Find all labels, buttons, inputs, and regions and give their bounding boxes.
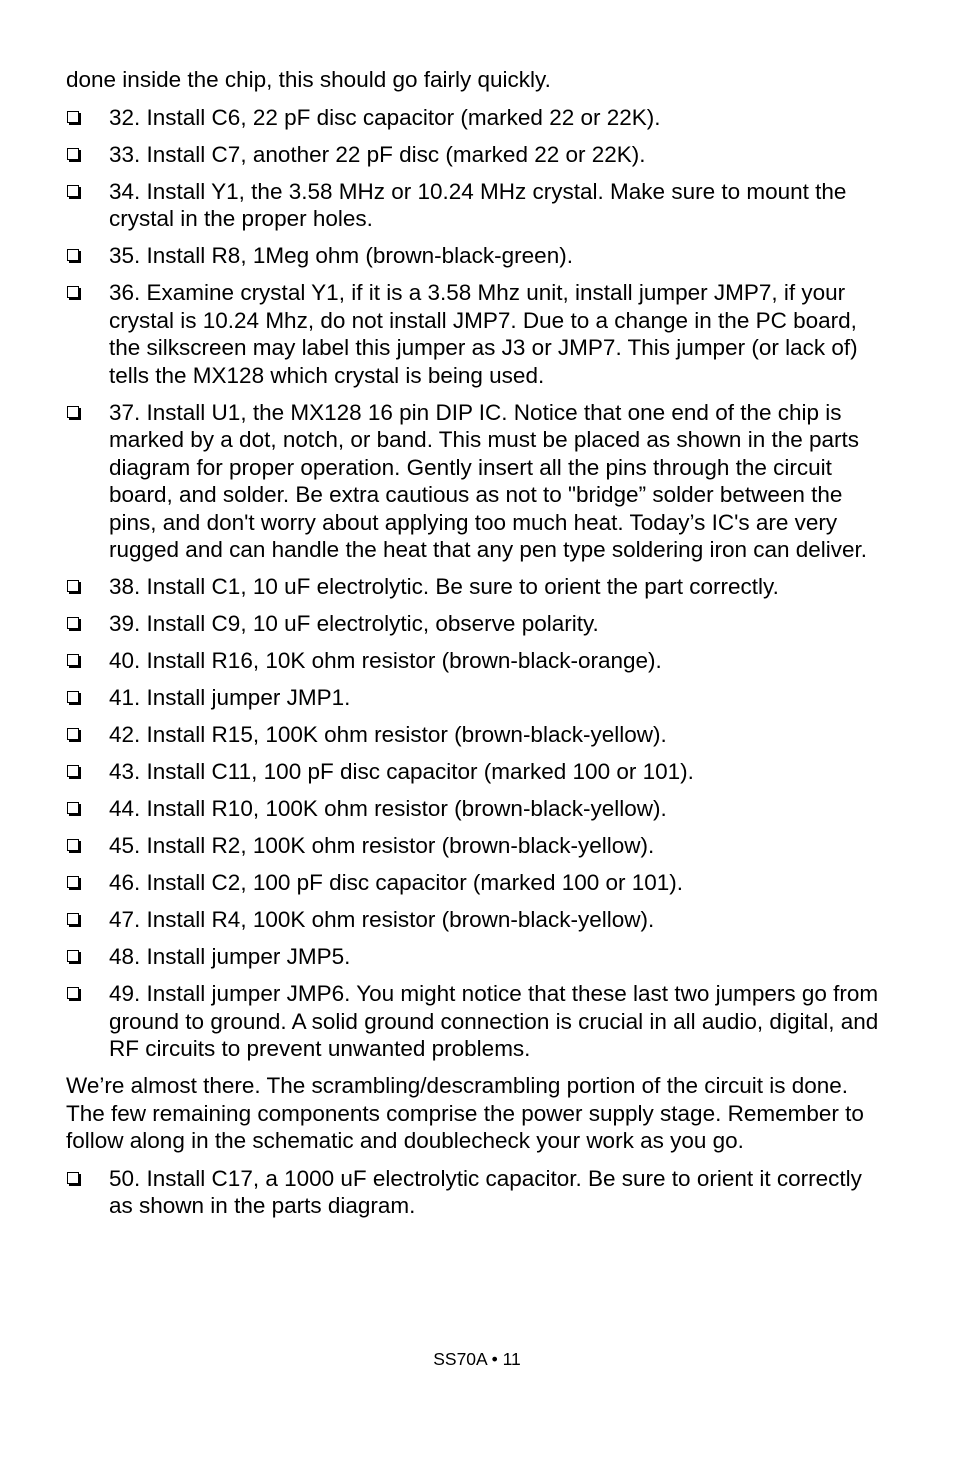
step-text: 36. Examine crystal Y1, if it is a 3.58 Mhz unit, install jumper JMP7, if your crystal is 10.24 Mhz, do not install JMP7. Due to a change in the PC board, the silkscreen may label this jumper as J3 or JMP7. This jumper (or lack of) tells the MX128 which crystal is being used. <box>109 280 858 388</box>
step-text: 44. Install R10, 100K ohm resistor (brown-black-yellow). <box>109 796 667 821</box>
checkbox-icon[interactable] <box>67 286 79 298</box>
step-text: 33. Install C7, another 22 pF disc (marked 22 or 22K). <box>109 141 646 167</box>
step-item <box>66 399 886 564</box>
step-text: 47. Install R4, 100K ohm resistor (brown-black-yellow). <box>109 907 655 932</box>
checkbox-icon[interactable] <box>67 249 79 261</box>
step-item <box>66 795 886 823</box>
step-text: 45. Install R2, 100K ohm resistor (brown-black-yellow). <box>109 833 655 858</box>
step-item <box>66 980 886 1063</box>
step-text: 42. Install R15, 100K ohm resistor (brown-black-yellow). <box>109 722 667 747</box>
checkbox-icon[interactable] <box>67 1172 79 1184</box>
step-list-a <box>66 104 886 1063</box>
checkbox-icon[interactable] <box>67 839 79 851</box>
step-item <box>66 610 886 638</box>
step-item <box>66 684 886 712</box>
checkbox-icon[interactable] <box>67 802 79 814</box>
page-content <box>66 66 886 1229</box>
middle-paragraph: We’re almost there. The scrambling/descrambling portion of the circuit is done. The few remaining components comprise the power supply stage. Remember to follow along in the schematic and doublecheck your work as you go. <box>66 1073 864 1153</box>
step-text: 34. Install Y1, the 3.58 MHz or 10.24 MHz crystal. Make sure to mount the crystal in the proper holes. <box>109 178 847 231</box>
step-item <box>66 573 886 601</box>
checkbox-icon[interactable] <box>67 654 79 666</box>
step-text: 38. Install C1, 10 uF electrolytic. Be sure to orient the part correctly. <box>109 574 779 599</box>
step-item <box>66 141 886 169</box>
checkbox-icon[interactable] <box>67 950 79 962</box>
step-item <box>66 279 886 389</box>
step-text: 37. Install U1, the MX128 16 pin DIP IC. Notice that one end of the chip is marked by a dot, notch, or band. This must be placed as shown in the parts diagram for proper operation. Gently insert all the pins through the circuit board, and solder. Be extra cautious as not to "bridge” solder between the pins, and don't worry about applying too much heat. Today’s IC's are very rugged and can handle the heat that any pen type soldering iron can deliver. <box>109 399 868 562</box>
checkbox-icon[interactable] <box>67 691 79 703</box>
checkbox-icon[interactable] <box>67 913 79 925</box>
page-footer: SS70A • 11 <box>433 1349 521 1369</box>
checkbox-icon[interactable] <box>67 728 79 740</box>
step-item <box>66 869 886 897</box>
step-text: 32. Install C6, 22 pF disc capacitor (marked 22 or 22K). <box>109 104 661 130</box>
step-item <box>66 721 886 749</box>
step-item <box>66 242 886 270</box>
step-text: 48. Install jumper JMP5. <box>109 944 351 969</box>
step-item <box>66 647 886 675</box>
checkbox-icon[interactable] <box>67 185 79 197</box>
step-item <box>66 1165 886 1220</box>
step-item <box>66 832 886 860</box>
checkbox-icon[interactable] <box>67 406 79 418</box>
checkbox-icon[interactable] <box>67 148 79 160</box>
step-text: 49. Install jumper JMP6. You might notice that these last two jumpers go from ground to ground. A solid ground connection is crucial in all audio, digital, and RF circuits to prevent unwanted problems. <box>109 981 879 1061</box>
checkbox-icon[interactable] <box>67 580 79 592</box>
checkbox-icon[interactable] <box>67 111 79 123</box>
checkbox-icon[interactable] <box>67 765 79 777</box>
checkbox-icon[interactable] <box>67 876 79 888</box>
step-item <box>66 906 886 934</box>
checkbox-icon[interactable] <box>67 987 79 999</box>
step-item <box>66 178 886 233</box>
step-item <box>66 943 886 971</box>
step-list-b <box>66 1165 886 1220</box>
step-text: 46. Install C2, 100 pF disc capacitor (marked 100 or 101). <box>109 870 684 895</box>
step-text: 39. Install C9, 10 uF electrolytic, observe polarity. <box>109 611 599 636</box>
step-text: 40. Install R16, 10K ohm resistor (brown-black-orange). <box>109 648 662 673</box>
step-item <box>66 104 886 132</box>
checkbox-icon[interactable] <box>67 617 79 629</box>
step-item <box>66 758 886 786</box>
step-text: 50. Install C17, a 1000 uF electrolytic capacitor. Be sure to orient it correctly as shown in the parts diagram. <box>109 1165 862 1218</box>
intro-paragraph: done inside the chip, this should go fairly quickly. <box>66 67 551 92</box>
step-text: 41. Install jumper JMP1. <box>109 685 351 710</box>
step-text: 43. Install C11, 100 pF disc capacitor (marked 100 or 101). <box>109 759 694 784</box>
step-text: 35. Install R8, 1Meg ohm (brown-black-green). <box>109 243 573 268</box>
